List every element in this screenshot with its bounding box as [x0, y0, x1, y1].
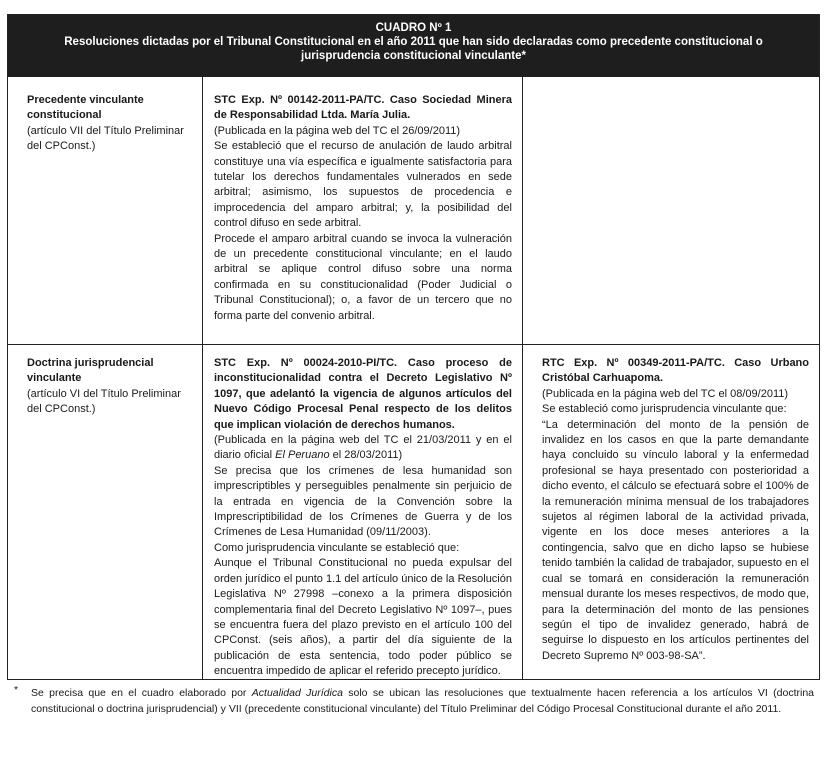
publication-text: (Publicada en la página web del TC el 21/03/2011 y en el diario oficial	[214, 434, 512, 462]
case-title: RTC Exp. Nº 00349-2011-PA/TC. Caso Urbano Cristóbal Carhuapoma.	[542, 357, 809, 385]
publication-name: Actualidad Jurídica	[251, 687, 343, 699]
footnote-text-part: Se precisa que en el cuadro elaborado por	[31, 687, 252, 699]
table-title: CUADRO Nº 1	[375, 22, 452, 34]
paragraph: Se precisa que los crímenes de lesa humanidad son imprescriptibles y perseguibles penalmente sin perjuicio de la entrada en vigencia de la Convención sobre la Imprescriptibilidad de los Crímenes de Guerra y de los Crímenes de Lesa Humanidad (09/11/2003).	[214, 464, 512, 539]
table-header	[8, 15, 819, 77]
category-cell	[8, 345, 203, 680]
footnote	[14, 686, 814, 717]
category-note: (artículo VI del Título Preliminar del CPConst.)	[27, 387, 181, 416]
category-label: Precedente vinculante constitucional	[27, 94, 144, 122]
newspaper-name: El Peruano	[275, 449, 330, 462]
paragraph: Como jurisprudencia vinculante se estableció que:	[214, 541, 460, 554]
case-title: STC Exp. Nº 00142-2011-PA/TC. Caso Sociedad Minera de Responsabilidad Ltda. María Julia.	[214, 94, 512, 122]
case-title: STC Exp. Nº 00024-2010-PI/TC. Caso proceso de inconstitucionalidad contra el Decreto Legislativo Nº 1097, que adelantó la vigencia de algunos artículos del Nuevo Código Procesal Penal respecto de los delitos que implican violación de derechos humanos.	[214, 357, 512, 431]
category-note: (artículo VII del Título Preliminar del CPConst.)	[27, 124, 184, 153]
category-label: Doctrina jurisprudencial vinculante	[27, 357, 154, 385]
table-row	[8, 344, 819, 680]
publication-text: el 28/03/2011)	[329, 449, 403, 462]
footnote-mark: *	[14, 684, 19, 696]
table-subtitle-line2: jurisprudencia constitucional vinculante*	[301, 50, 526, 62]
publication-note: (Publicada en la página web del TC el 08/09/2011)	[542, 387, 789, 400]
paragraph: Procede el amparo arbitral cuando se invoca la vulneración de un precedente constitucional vinculante; en el laudo arbitral se aplique control difuso sobre una norma confirmada en su constitucionalidad (Poder Judicial o Tribunal Constitucional); o, a favor de un tercero que no forma parte del convenio arbitral.	[214, 232, 512, 322]
cuadro-table	[7, 14, 820, 680]
resolution-cell	[203, 77, 523, 344]
paragraph: Aunque el Tribunal Constitucional no pueda expulsar del orden jurídico el punto 1.1 del artículo único de la Resolución Legislativa Nº 27998 –conexo a la primera disposición complementaria final del Decreto Legislativo Nº 1097–, pues se encuentra fuera del plazo previsto en el artículo 100 del CPConst. (seis años), a partir del día siguiente de la publicación de esta sentencia, todo poder público se encuentra impedido de aplicar el referido precepto jurídico.	[214, 557, 512, 678]
category-cell	[8, 77, 203, 344]
paragraph: Se estableció que el recurso de anulación de laudo arbitral constituye una vía específica e igualmente satisfactoria para tutelar los derechos fundamentales vulnerados en sede arbitral; asimismo, los supuestos de procedencia e improcedencia del amparo arbitral; y, la posibilidad del control difuso en sede arbitral.	[214, 140, 512, 230]
table-subtitle-line1: Resoluciones dictadas por el Tribunal Constitucional en el año 2011 que han sido declaradas como precedente constitucional o	[64, 36, 763, 48]
resolution-cell	[523, 345, 819, 680]
publication-note	[214, 433, 512, 464]
footnote-text-part: solo se ubican las resoluciones que textualmente hacen referencia a los artículos VI (doctrina constitucional o doctrina jurisprudencial) y VII (precedente constitucional vinculante) del Título Preliminar del Código Procesal Constitucional durante el año 2011.	[31, 687, 814, 715]
publication-note: (Publicada en la página web del TC el 26/09/2011)	[214, 124, 461, 137]
footnote-text	[14, 686, 814, 717]
quoted-paragraph: “La determinación del monto de la pensión de invalidez en los casos en que la parte demandante haya concluido su vínculo laboral y la enfermedad profesional se haya presentado con posterioridad a dicho evento, el cálculo se efectuará sobre el 100% de la remuneración mínima mensual de los trabajadores sujetos al régimen laboral de la actividad privada, vigente en los doce meses anteriores a la contingencia, salvo que en dicho lapso se hubiese tenido también la calidad de trabajador, supuesto en el cual se tomará en consideración la remuneración mensual durante los meses respectivos, de modo que, para la determinación del monto de las pensiones según el tipo de invalidez generado, habrá de seguirse lo dispuesto en los artículos pertinentes del Decreto Supremo Nº 003-98-SA”.	[542, 418, 809, 662]
resolution-cell	[203, 345, 523, 680]
table-row	[8, 77, 819, 344]
empty-cell	[523, 77, 819, 344]
paragraph: Se estableció como jurisprudencia vinculante que:	[542, 403, 787, 416]
